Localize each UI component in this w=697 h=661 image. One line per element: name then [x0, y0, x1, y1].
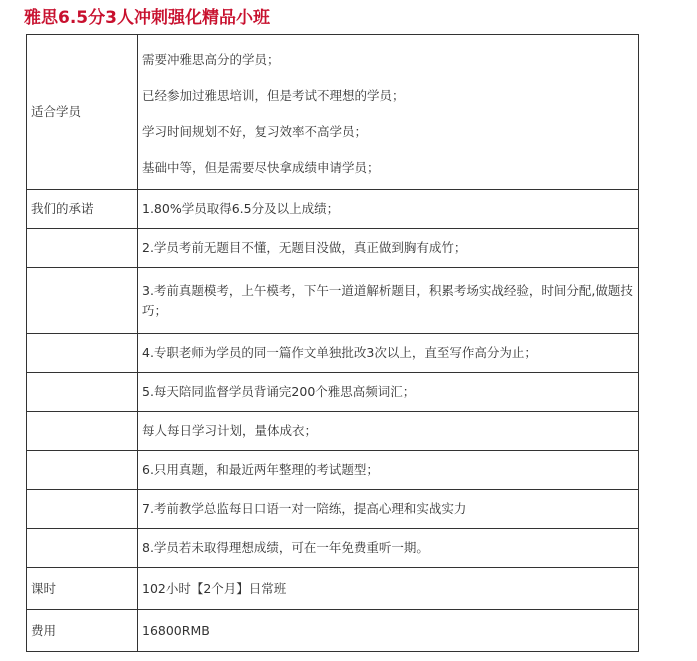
promise-item: 2.学员考前无题目不懂，无题目没做，真正做到胸有成竹； [138, 229, 639, 268]
empty-label-cell [27, 334, 138, 373]
table-row [27, 610, 639, 652]
table-row [27, 268, 639, 334]
promise-item: 5.每天陪同监督学员背诵完200个雅思高频词汇； [138, 373, 639, 412]
fee-label: 费用 [27, 610, 138, 652]
empty-label-cell [27, 412, 138, 451]
empty-label-cell [27, 529, 138, 568]
empty-label-cell [27, 490, 138, 529]
promise-item: 6.只用真题，和最近两年整理的考试题型； [138, 451, 639, 490]
hours-value: 102小时【2个月】日常班 [138, 568, 639, 610]
table-row [27, 229, 639, 268]
table-row [27, 451, 639, 490]
promise-item: 8.学员若未取得理想成绩，可在一年免费重听一期。 [138, 529, 639, 568]
page-title: 雅思6.5分3人冲刺强化精品小班 [24, 8, 270, 28]
table-row [27, 568, 639, 610]
table-row [27, 412, 639, 451]
table-row [27, 334, 639, 373]
suitable-line: 基础中等，但是需要尽快拿成绩申请学员； [142, 160, 380, 175]
empty-label-cell [27, 268, 138, 334]
promise-label: 我们的承诺 [27, 190, 138, 229]
promise-item: 4.专职老师为学员的同一篇作文单独批改3次以上，直至写作高分为止； [138, 334, 639, 373]
course-info-table [26, 34, 639, 652]
hours-label: 课时 [27, 568, 138, 610]
suitable-label: 适合学员 [27, 35, 138, 190]
table-row [27, 35, 639, 190]
suitable-content [138, 35, 639, 190]
table-row [27, 373, 639, 412]
promise-item: 每人每日学习计划，量体成衣； [138, 412, 639, 451]
table-row [27, 490, 639, 529]
suitable-line: 需要冲雅思高分的学员； [142, 52, 280, 67]
table-row [27, 529, 639, 568]
suitable-line: 已经参加过雅思培训，但是考试不理想的学员； [142, 88, 405, 103]
table-row [27, 190, 639, 229]
empty-label-cell [27, 373, 138, 412]
promise-item: 7.考前教学总监每日口语一对一陪练，提高心理和实战实力 [138, 490, 639, 529]
suitable-line: 学习时间规划不好，复习效率不高学员； [142, 124, 368, 139]
promise-item: 1.80%学员取得6.5分及以上成绩； [138, 190, 639, 229]
fee-value: 16800RMB [138, 610, 639, 652]
promise-item: 3.考前真题模考，上午模考，下午一道道解析题目，积累考场实战经验，时间分配,做题技巧； [138, 268, 639, 334]
empty-label-cell [27, 451, 138, 490]
empty-label-cell [27, 229, 138, 268]
